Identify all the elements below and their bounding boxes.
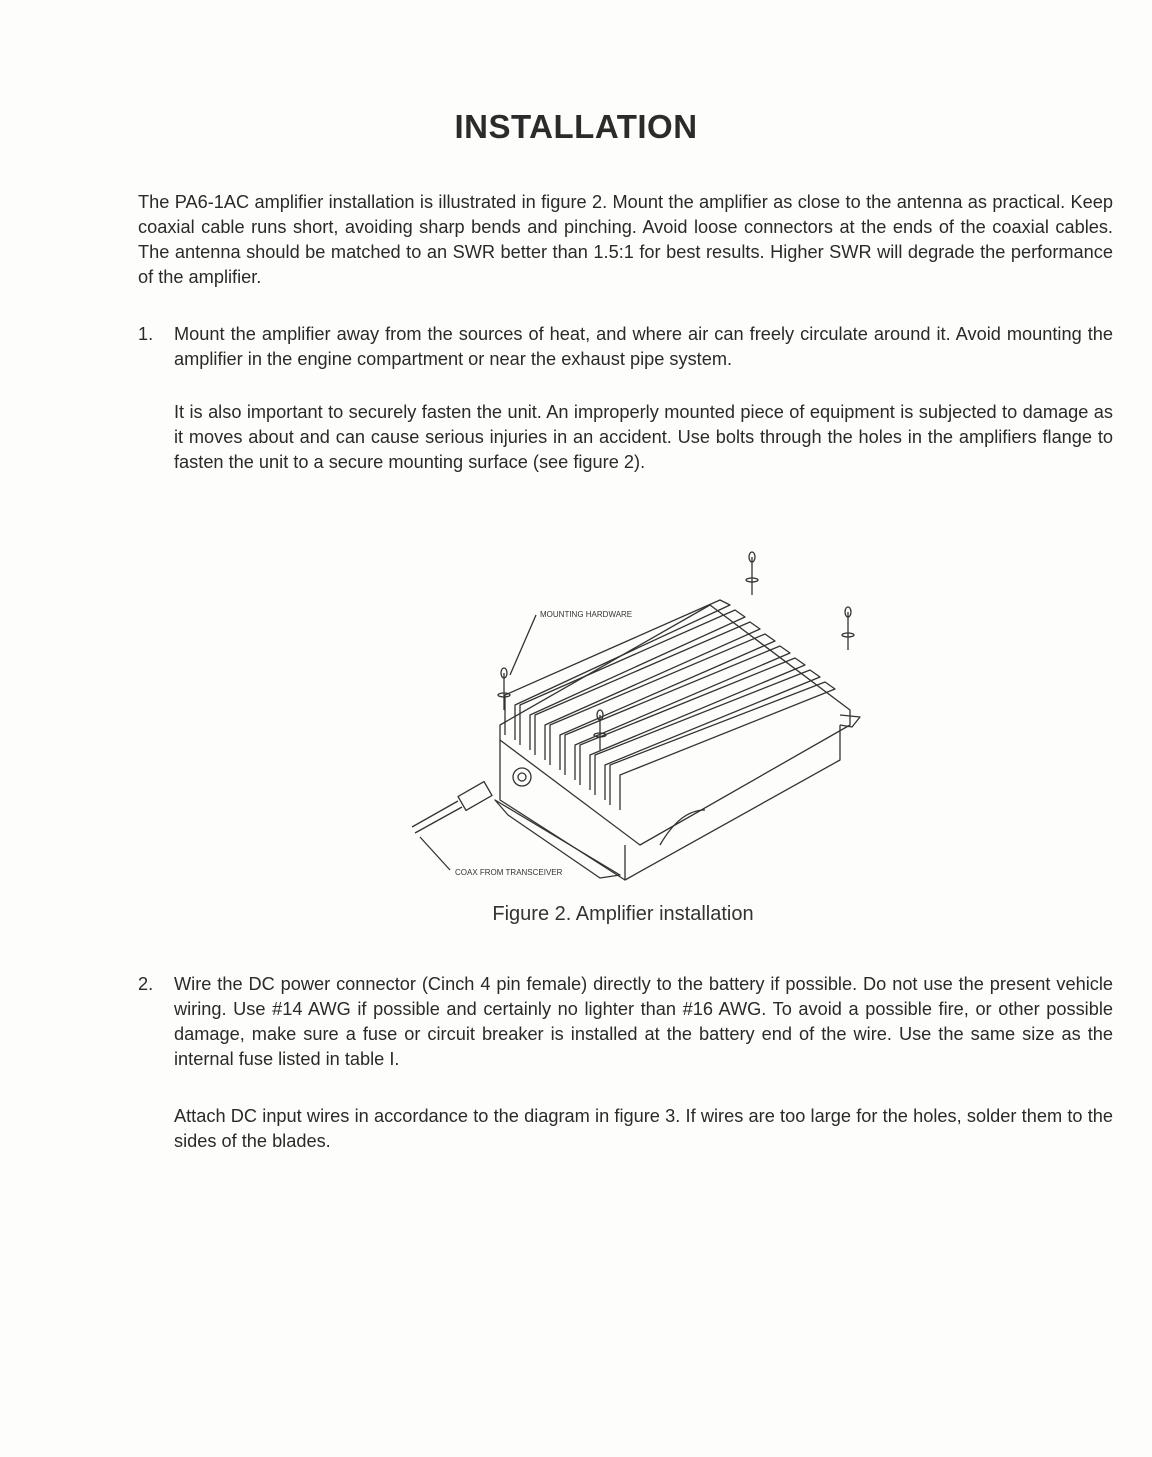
step-1-number: 1. [138, 324, 154, 344]
step-2-text-2: Attach DC input wires in accordance to the diagram in figure 3. If wires are too large for the holes, solder them to the sides of the blades. [174, 1106, 1113, 1151]
flange [495, 800, 620, 878]
step-1-text-2: It is also important to securely fasten the unit. An improperly mounted piece of equipment is subjected to damage as it moves about and can cause serious injuries in an accident. Use bolts through the holes in the amplifiers flange to fasten the unit to a secure mounting surface (see figure 2). [174, 402, 1113, 472]
housing-outline [500, 605, 850, 845]
front-face [500, 740, 625, 880]
step-2-text: Wire the DC power connector (Cinch 4 pin female) directly to the battery if possible. Do not use the present vehicle wiring. Use #14 AWG if possible and certainly no lighter than #16 AWG. To avoid a possible fire, or other possible damage, make sure a fuse or circuit breaker is installed at the battery end of the wire. Use the same size as the internal fuse listed in table I. [174, 974, 1113, 1069]
heatsink-fins [505, 600, 835, 810]
mounting-screws [498, 552, 854, 750]
intro-paragraph: The PA6-1AC amplifier installation is illustrated in figure 2. Mount the amplifier as close to the antenna as practical. Keep coaxial cable runs short, avoiding sharp bends and pinching. Avoid loose connectors at the ends of the coaxial cables. The antenna should be matched to an SWR better than 1.5:1 for best results. Higher SWR will degrade the performance of the amplifier. [138, 192, 1113, 287]
rf-connector [513, 768, 531, 786]
label-mounting-hardware: MOUNTING HARDWARE [540, 610, 633, 619]
amplifier-drawing [400, 545, 880, 895]
step-2-number: 2. [138, 974, 154, 994]
label-coax: COAX FROM TRANSCEIVER [455, 868, 563, 877]
amplifier-installation-figure [400, 545, 880, 895]
page-title: INSTALLATION [454, 108, 698, 145]
step-1-text: Mount the amplifier away from the sources of heat, and where air can freely circulate around it. Avoid mounting the amplifier in the engine compartment or near the exhaust pipe system. [174, 324, 1113, 369]
coax-cable [412, 782, 492, 833]
figure-caption: Figure 2. Amplifier installation [492, 903, 754, 925]
side-face [625, 725, 840, 880]
